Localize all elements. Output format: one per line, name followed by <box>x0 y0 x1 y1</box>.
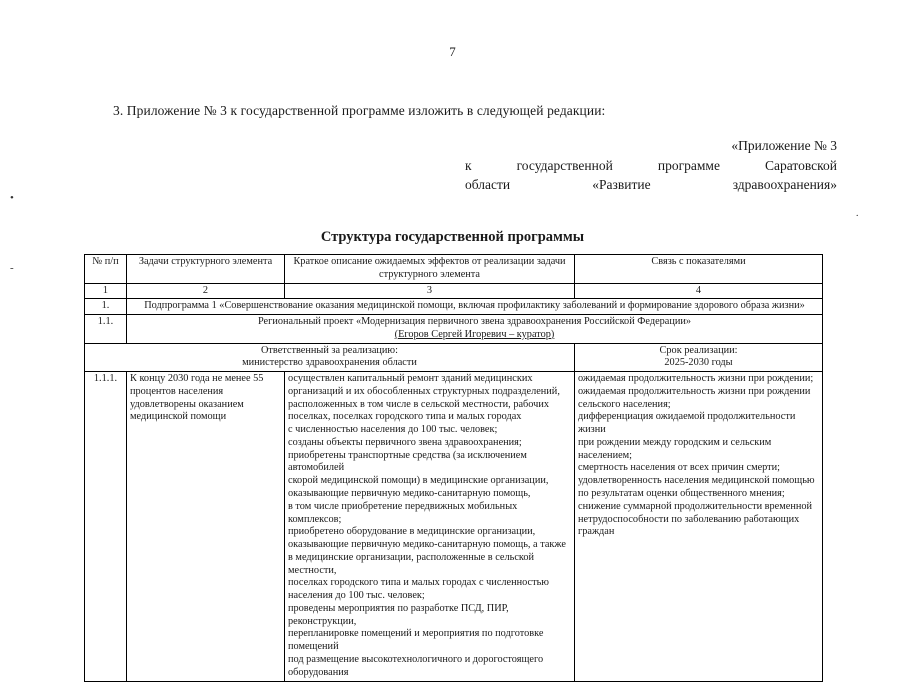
responsible-value: министерство здравоохранения области <box>242 357 417 369</box>
desc-line: приобретено оборудование в медицинские организации, <box>288 526 536 538</box>
subsection-title-line-1: Региональный проект «Модернизация первичного звена здравоохранения Российской Федерации» <box>257 316 692 328</box>
desc-line: приобретены транспортные средства (за исключением автомобилей <box>288 449 530 474</box>
table-row-responsible <box>85 343 823 372</box>
page-title: Структура государственной программы <box>320 229 585 245</box>
link-line: граждан <box>578 526 615 538</box>
link-line: ожидаемая продолжительность жизни при рождении; <box>578 373 814 385</box>
appendix-line-3: области «Развитие здравоохранения» <box>465 177 837 193</box>
responsible-label: Ответственный за реализацию: <box>261 344 398 356</box>
desc-line: расположенных в том числе в сельской местности, рабочих <box>288 398 549 410</box>
desc-line: оказывающие первичную медико-санитарную помощь, а также <box>288 539 566 551</box>
desc-line: осуществлен капитальный ремонт зданий медицинских <box>288 373 533 385</box>
desc-line: с численностью населения до 100 тыс. человек; <box>288 424 498 436</box>
margin-mark-right: · <box>855 210 859 222</box>
subsection-curator: (Егоров Сергей Игоревич – куратор) <box>394 328 555 340</box>
desc-line: населения до 100 тыс. человек; <box>288 590 425 602</box>
desc-line: оказывающие первичную медико-санитарную помощь, <box>288 488 531 500</box>
program-structure-table <box>84 254 823 682</box>
table-row-subsection <box>85 315 823 344</box>
header-cell-link: Связь с показателями <box>575 255 823 284</box>
table-column-number-row <box>85 283 823 299</box>
appendix-line-1: «Приложение № 3 <box>731 138 837 153</box>
colnum-2: 2 <box>127 283 285 299</box>
colnum-3: 3 <box>285 283 575 299</box>
appendix-reference <box>465 136 837 195</box>
link-line: нетрудоспособности по заболеванию работающих <box>578 513 800 525</box>
row-link <box>575 372 823 681</box>
desc-line: поселках городского типа и малых городах с численностью <box>288 577 549 589</box>
link-line: сельского населения; <box>578 398 671 410</box>
desc-line: оборудования <box>288 666 349 678</box>
margin-mark-left-top: • <box>10 192 14 204</box>
desc-line: поселках, поселках городского типа и малых городах <box>288 411 522 423</box>
section-title: Подпрограмма 1 «Совершенствование оказания медицинской помощи, включая профилактику заболеваний и формирование здорового образа жизни» <box>127 299 823 315</box>
subsection-title <box>127 315 823 344</box>
table-row <box>85 372 823 681</box>
link-line: дифференциация ожидаемой продолжительности жизни <box>578 411 798 436</box>
desc-line: созданы объекты первичного звена здравоохранения; <box>288 436 522 448</box>
desc-line: проведены мероприятия по разработке ПСД, ПИР, реконструкции, <box>288 602 512 627</box>
desc-line: в медицинские организации, расположенные в сельской местности, <box>288 551 537 576</box>
subsection-number: 1.1. <box>85 315 127 344</box>
header-cell-number: № п/п <box>85 255 127 284</box>
row-task: К концу 2030 года не менее 55 процентов населения удовлетворены оказанием медицинской помощи <box>127 372 285 681</box>
colnum-4: 4 <box>575 283 823 299</box>
desc-line: перепланировке помещений и мероприятия по подготовке помещений <box>288 628 547 653</box>
row-number: 1.1.1. <box>85 372 127 681</box>
row-description <box>285 372 575 681</box>
section-number: 1. <box>85 299 127 315</box>
page-number: 7 <box>449 44 456 59</box>
table-header-row <box>85 255 823 284</box>
term-label: Срок реализации: <box>659 344 738 356</box>
colnum-1: 1 <box>85 283 127 299</box>
link-line: смертность населения от всех причин смерти; <box>578 462 781 474</box>
desc-line: под размещение высокотехнологичного и дорогостоящего <box>288 653 544 665</box>
responsible-cell <box>85 343 575 372</box>
desc-line: в том числе приобретение передвижных мобильных комплексов; <box>288 500 520 525</box>
link-line: при рождении между городским и сельским населением; <box>578 436 774 461</box>
table-row-section <box>85 299 823 315</box>
header-cell-description: Краткое описание ожидаемых эффектов от реализации задачи структурного элемента <box>285 255 575 284</box>
appendix-line-2: к государственной программе Саратовской <box>465 157 837 173</box>
link-line: ожидаемая продолжительность жизни при рождении <box>578 385 811 397</box>
term-value: 2025-2030 годы <box>664 357 733 369</box>
intro-paragraph: 3. Приложение № 3 к государственной программе изложить в следующей редакции: <box>113 103 606 118</box>
margin-mark-left-mid: - <box>10 262 14 274</box>
header-cell-task: Задачи структурного элемента <box>127 255 285 284</box>
desc-line: организаций и их обособленных структурных подразделений, <box>288 385 560 397</box>
link-line: по результатам оценки общественного мнения; <box>578 488 785 500</box>
desc-line: скорой медицинской помощи) в медицинские организации, <box>288 475 549 487</box>
link-line: удовлетворенность населения медицинской помощью <box>578 475 815 487</box>
link-line: снижение суммарной продолжительности временной <box>578 500 813 512</box>
term-cell <box>575 343 823 372</box>
